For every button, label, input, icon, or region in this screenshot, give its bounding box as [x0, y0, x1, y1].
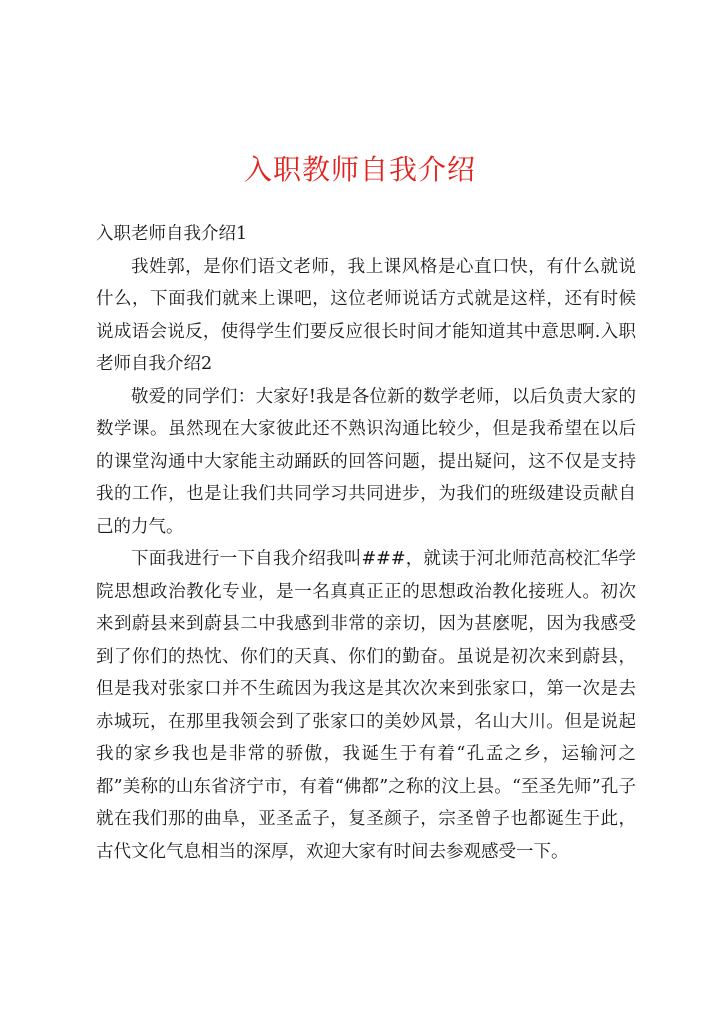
document-title: 入职教师自我介绍	[243, 153, 476, 186]
paragraph-2: 敬爱的同学们：大家好!我是各位新的数学老师，以后负责大家的数学课。虽然现在大家彼此还不熟识沟通比较少，但是我希望在以后的课堂沟通中大家能主动踊跃的回答问题，提出疑问，这不仅是支持我的工作，也是让我们共同学习共同进步，为我们的班级建设贡献自己的力气。	[96, 386, 636, 537]
paragraph-1: 我姓郭，是你们语文老师，我上课风格是心直口快，有什么就说什么，下面我们就来上课吧，这位老师说话方式就是这样，还有时候说成语会说反，使得学生们要反应很长时间才能知道其中意思啊.入职老师自我介绍2	[96, 256, 636, 374]
paragraph-3: 下面我进行一下自我介绍我叫###，就读于河北师范高校汇华学院思想政治教化专业，是一名真真正正的思想政治教化接班人。初次来到蔚县来到蔚县二中我感到非常的亲切，因为甚麽呢，因为我感受到了你们的热忱、你们的天真、你们的勤奋。虽说是初次来到蔚县，但是我对张家口并不生疏因为我这是其次次来到张家口，第一次是去赤城玩，在那里我领会到了张家口的美妙风景，名山大川。但是说起我的家乡我也是非常的骄傲，我诞生于有着“孔孟之乡，运输河之都”美称的山东省济宁市，有着“佛都”之称的汶上县。“至圣先师”孔子就在我们那的曲阜，亚圣孟子，复圣颜子，宗圣曾子也都诞生于此，古代文化气息相当的深厚，欢迎大家有时间去参观感受一下。	[96, 549, 636, 862]
section-subheading: 入职老师自我介绍1	[96, 224, 248, 244]
document-body	[96, 218, 636, 868]
